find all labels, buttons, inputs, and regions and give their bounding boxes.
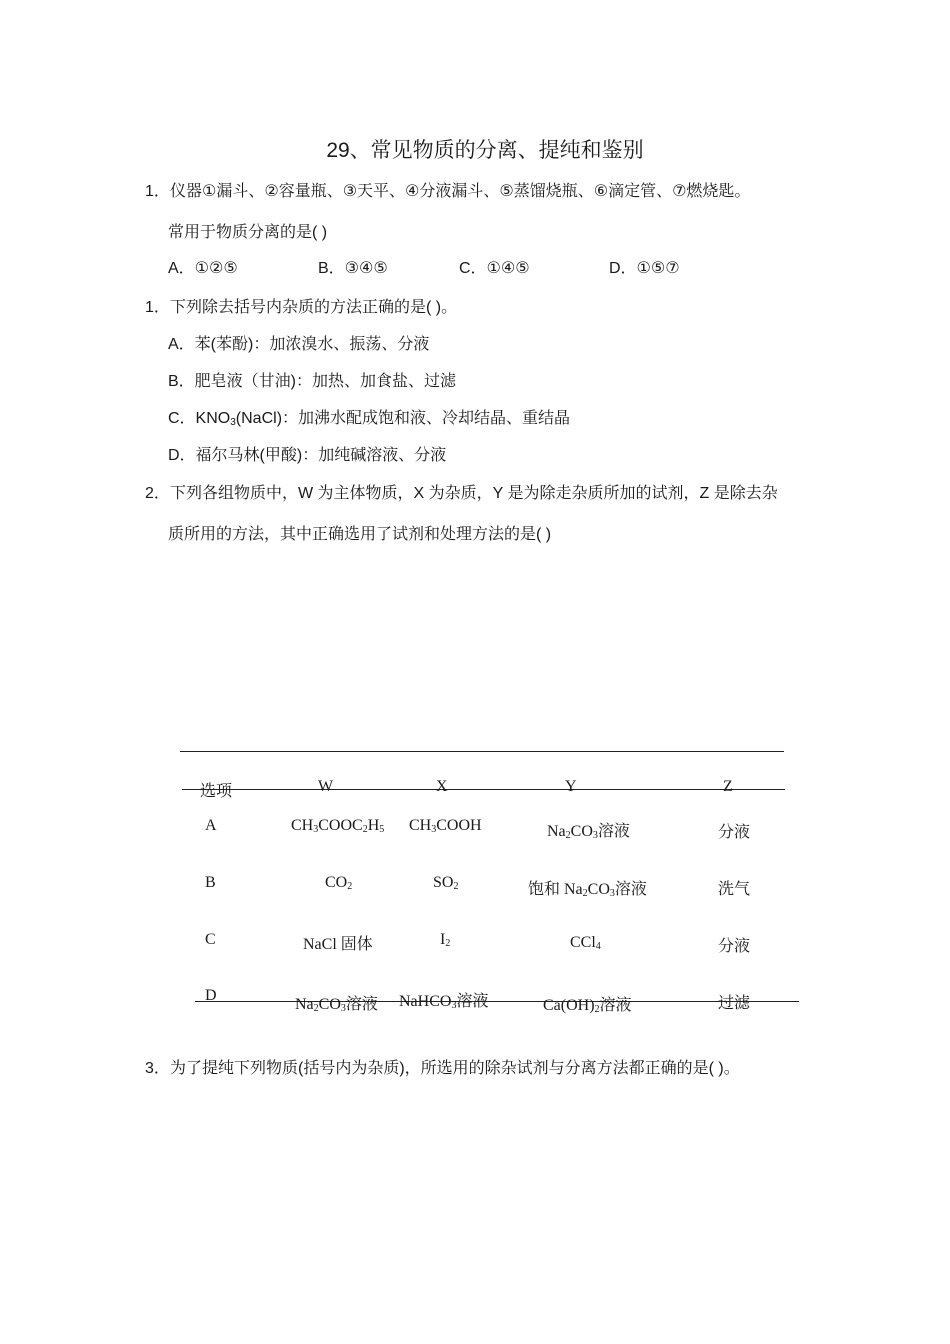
table-row-a-y: $Na_2CO_3$溶液 bbox=[547, 823, 630, 841]
table-row-a-option: A bbox=[205, 817, 217, 834]
table-top-rule bbox=[180, 751, 784, 752]
table-row-a-z: 分液 bbox=[718, 824, 751, 841]
question-1-option-b: B．③④⑤ bbox=[318, 260, 388, 277]
table-row-d-z: 过滤 bbox=[718, 995, 751, 1012]
table-row-a-x: $CH_3COOH$ bbox=[409, 817, 482, 835]
table-row-d-option: D bbox=[205, 987, 217, 1004]
table-row-b-z: 洗气 bbox=[718, 881, 751, 898]
question-1-text-line2: 常用于物质分离的是( ) bbox=[168, 224, 328, 241]
question-4-text: 为了提纯下列物质(括号内为杂质)，所选用的除杂试剂与分离方法都正确的是( )。 bbox=[170, 1060, 740, 1077]
table-row-b-w: $CO_2$ bbox=[325, 874, 353, 892]
question-1-number: 1． bbox=[145, 183, 170, 200]
question-2-option-d: D．福尔马林(甲酸)：加纯碱溶液、分液 bbox=[168, 447, 447, 464]
question-2-number: 1． bbox=[145, 299, 170, 316]
question-3-text: 下列各组物质中，W 为主体物质，X 为杂质，Y 是为除走杂质所加的试剂，Z 是除去杂 bbox=[170, 485, 778, 502]
table-header-rule bbox=[182, 789, 785, 790]
question-2-option-c: C．$KNO_3(NaCl)$：加沸水配成饱和液、冷却结晶、重结晶 bbox=[168, 410, 571, 428]
table-row-b-x: $SO_2$ bbox=[433, 874, 459, 892]
table-row-d-y: $Ca(OH)_2$溶液 bbox=[543, 997, 632, 1015]
table-header-y: Y bbox=[565, 778, 577, 795]
table-row-c-x: $I_2$ bbox=[440, 931, 451, 949]
table-row-b-y: 饱和 $Na_2CO_3$溶液 bbox=[528, 881, 647, 899]
table-row-c-w: NaCl 固体 bbox=[303, 936, 373, 953]
question-2-option-b: B．肥皂液（甘油)：加热、加食盐、过滤 bbox=[168, 373, 457, 390]
table-bottom-rule bbox=[195, 1001, 799, 1002]
question-1-option-a: A．①②⑤ bbox=[168, 260, 238, 277]
table-header-x: X bbox=[436, 778, 448, 795]
table-row-c-z: 分液 bbox=[718, 938, 751, 955]
question-2-option-a: A．苯(苯酚)：加浓溴水、振荡、分液 bbox=[168, 336, 430, 353]
question-3-number: 2． bbox=[145, 485, 170, 502]
question-2-text: 下列除去括号内杂质的方法正确的是( )。 bbox=[170, 299, 458, 316]
question-1-option-d: D．①⑤⑦ bbox=[609, 260, 680, 277]
question-1-text: 仪器①漏斗、②容量瓶、③天平、④分液漏斗、⑤蒸馏烧瓶、⑥滴定管、⑦燃烧匙。 bbox=[170, 183, 751, 200]
table-row-c-option: C bbox=[205, 931, 216, 948]
table-row-c-y: CCl$_4$ bbox=[570, 934, 601, 952]
table-header-option: 选项 bbox=[200, 783, 233, 800]
table-row-d-w: $Na_2CO_3$溶液 bbox=[295, 996, 378, 1014]
question-3-text-line2: 质所用的方法，其中正确选用了试剂和处理方法的是( ) bbox=[168, 526, 552, 543]
table-row-a-w: $CH_3COOC_2H_5$ bbox=[291, 817, 385, 835]
table-row-d-x: NaHCO$_3$溶液 bbox=[399, 993, 489, 1011]
question-1-option-c: C．①④⑤ bbox=[459, 260, 530, 277]
question-4-number: 3． bbox=[145, 1060, 170, 1077]
table-row-b-option: B bbox=[205, 874, 216, 891]
table-header-w: W bbox=[318, 778, 334, 795]
page-title: 29、常见物质的分离、提纯和鉴别 bbox=[326, 139, 644, 162]
table-header-z: Z bbox=[723, 778, 733, 795]
